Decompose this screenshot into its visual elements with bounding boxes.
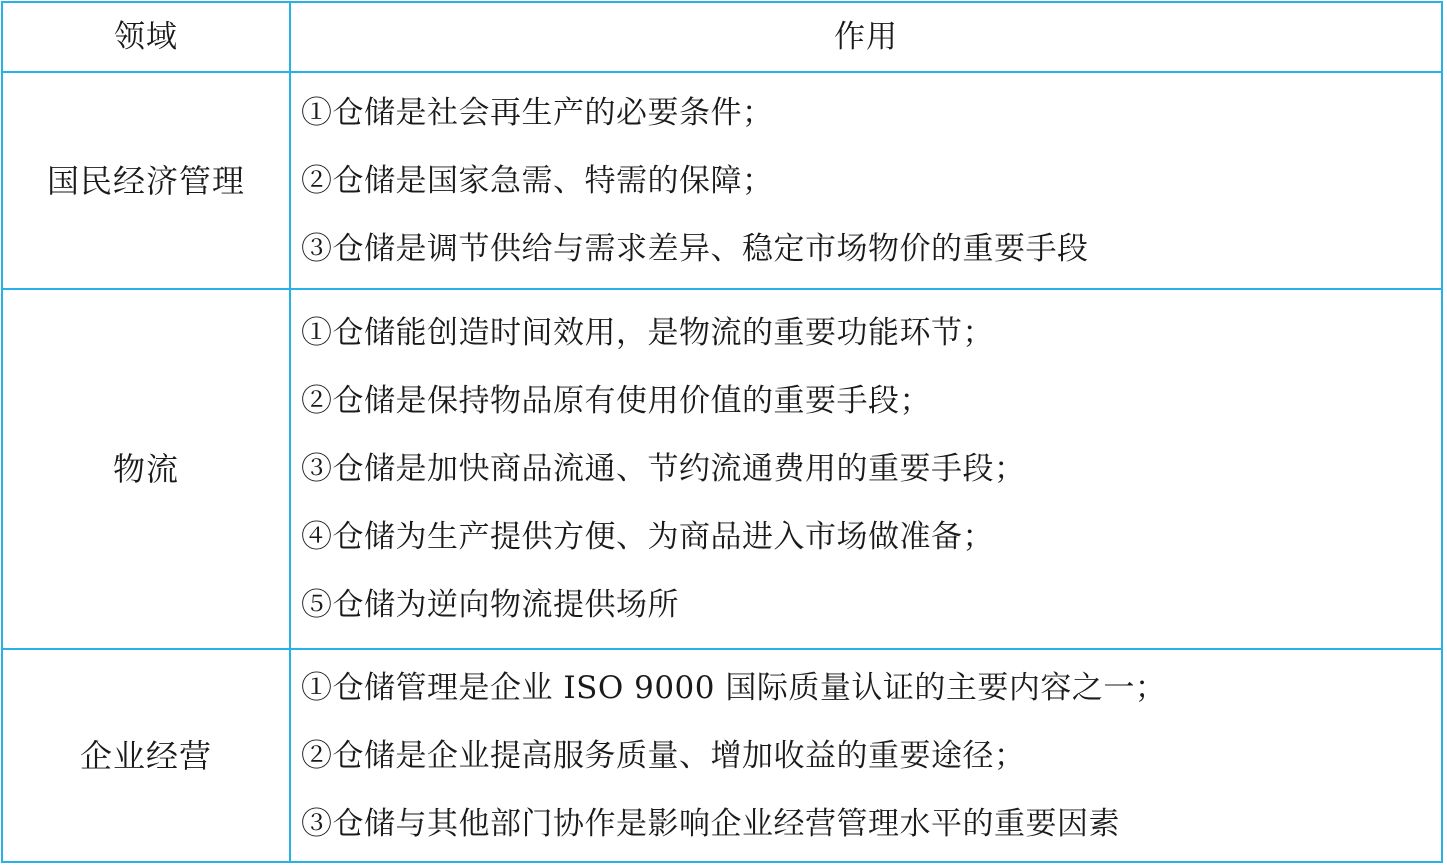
- list-item: ②仓储是企业提高服务质量、增加收益的重要途径；: [301, 737, 1026, 774]
- header-label-domain: 领域: [114, 18, 178, 55]
- table-row-items-cell: [291, 650, 1441, 861]
- header-label-role: 作用: [834, 18, 898, 55]
- table-row-items-cell: [291, 290, 1441, 650]
- list-item: ③仓储与其他部门协作是影响企业经营管理水平的重要因素: [301, 805, 1120, 842]
- list-item: ③仓储是加快商品流通、节约流通费用的重要手段；: [301, 451, 1026, 487]
- list-item: ③仓储是调节供给与需求差异、稳定市场物价的重要手段: [301, 230, 1089, 267]
- domain-label: 物流: [112, 450, 179, 488]
- domain-label: 国民经济管理: [46, 161, 245, 200]
- domain-label: 企业经营: [79, 736, 212, 775]
- role-table: [1, 1, 1443, 863]
- list-item: ②仓储是国家急需、特需的保障；: [301, 162, 774, 199]
- list-item: ⑤仓储为逆向物流提供场所: [301, 587, 679, 623]
- table-row-items-cell: [291, 73, 1441, 290]
- list-item: ①仓储管理是企业 ISO 9000 国际质量认证的主要内容之一；: [301, 669, 1167, 706]
- header-cell-domain: [3, 3, 291, 73]
- list-item: ④仓储为生产提供方便、为商品进入市场做准备；: [301, 519, 994, 555]
- header-cell-role: [291, 3, 1441, 73]
- table-row-domain-cell: [3, 290, 291, 650]
- table-row-domain-cell: [3, 650, 291, 861]
- list-item: ①仓储是社会再生产的必要条件；: [301, 94, 774, 131]
- list-item: ①仓储能创造时间效用，是物流的重要功能环节；: [301, 315, 994, 351]
- table-row-domain-cell: [3, 73, 291, 290]
- list-item: ②仓储是保持物品原有使用价值的重要手段；: [301, 383, 931, 419]
